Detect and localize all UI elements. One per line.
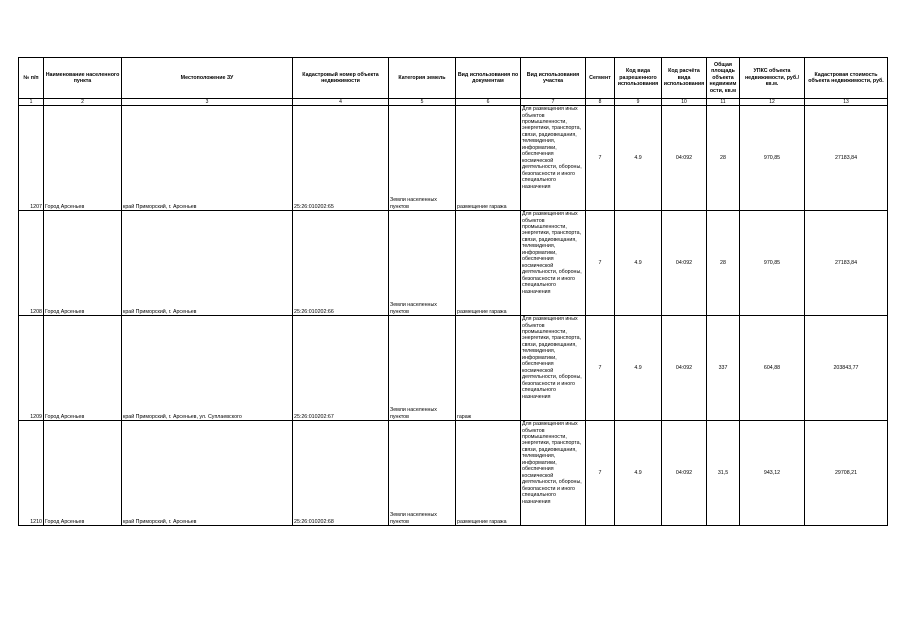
column-number: 5 [389, 99, 456, 106]
header-calc-code: Код расчёта вида использования [662, 58, 707, 99]
header-permitted-use-code: Код вида разрешенного использования [615, 58, 662, 99]
header-area: Общая площадь объекта недвижим ости, кв.м [707, 58, 740, 99]
column-number: 3 [122, 99, 293, 106]
plot-use-cell: Для размещения иных объектов промышленности, энергетики, транспорта, связи, радиовещания, телевидения, информатики, обеспечения космической деятельности, обороны, безопасности и иного специального назначения [521, 421, 586, 526]
cadastral-value-cell: 29708,21 [805, 421, 888, 526]
area-cell: 337 [707, 316, 740, 421]
area-cell: 28 [707, 211, 740, 316]
table-row [19, 316, 888, 421]
segment-cell: 7 [586, 211, 615, 316]
header-number: № п/п [19, 58, 44, 99]
land-category-cell: Земли населенных пунктов [389, 316, 456, 421]
column-number: 2 [44, 99, 122, 106]
permitted-use-code-cell: 4.9 [615, 316, 662, 421]
location-cell: край Приморский, г. Арсеньев [122, 106, 293, 211]
calc-code-cell: 04:092 [662, 421, 707, 526]
plot-use-cell: Для размещения иных объектов промышленности, энергетики, транспорта, связи, радиовещания, телевидения, информатики, обеспечения космической деятельности, обороны, безопасности и иного специального назначения [521, 211, 586, 316]
table-row [19, 421, 888, 526]
plot-use-cell: Для размещения иных объектов промышленности, энергетики, транспорта, связи, радиовещания, телевидения, информатики, обеспечения космической деятельности, обороны, безопасности и иного специального назначения [521, 316, 586, 421]
land-category-cell: Земли населенных пунктов [389, 211, 456, 316]
cadastral-number-cell: 25:26:010202:65 [293, 106, 389, 211]
permitted-use-code-cell: 4.9 [615, 211, 662, 316]
column-number-row [19, 99, 888, 106]
row-number: 1210 [19, 421, 44, 526]
row-number: 1207 [19, 106, 44, 211]
settlement-cell: Город Арсеньев [44, 211, 122, 316]
cadastral-value-cell: 27183,84 [805, 106, 888, 211]
doc-use-cell: размещение гаража [456, 421, 521, 526]
header-doc-use: Вид использования по документам [456, 58, 521, 99]
area-cell: 28 [707, 106, 740, 211]
row-number: 1208 [19, 211, 44, 316]
location-cell: край Приморский, г. Арсеньев [122, 211, 293, 316]
header-cadastral-number: Кадастровый номер объекта недвижимости [293, 58, 389, 99]
permitted-use-code-cell: 4.9 [615, 421, 662, 526]
settlement-cell: Город Арсеньев [44, 106, 122, 211]
cadastral-number-cell: 25:26:010202:68 [293, 421, 389, 526]
cadastral-number-cell: 25:26:010202:67 [293, 316, 389, 421]
column-number: 13 [805, 99, 888, 106]
table-row [19, 106, 888, 211]
land-category-cell: Земли населенных пунктов [389, 421, 456, 526]
column-number: 7 [521, 99, 586, 106]
plot-use-cell: Для размещения иных объектов промышленности, энергетики, транспорта, связи, радиовещания, телевидения, информатики, обеспечения космической деятельности, обороны, безопасности и иного специального назначения [521, 106, 586, 211]
permitted-use-code-cell: 4.9 [615, 106, 662, 211]
settlement-cell: Город Арсеньев [44, 316, 122, 421]
row-number: 1209 [19, 316, 44, 421]
column-number: 8 [586, 99, 615, 106]
header-settlement: Наименование населенного пункта [44, 58, 122, 99]
header-land-category: Категория земель [389, 58, 456, 99]
calc-code-cell: 04:092 [662, 106, 707, 211]
column-number: 4 [293, 99, 389, 106]
column-number: 9 [615, 99, 662, 106]
segment-cell: 7 [586, 106, 615, 211]
header-upks: УПКС объекта недвижимости, руб./кв.м. [740, 58, 805, 99]
upks-cell: 604,88 [740, 316, 805, 421]
location-cell: край Приморский, г. Арсеньев, ул. Суплаевского [122, 316, 293, 421]
header-plot-use: Вид использования участка [521, 58, 586, 99]
upks-cell: 943,12 [740, 421, 805, 526]
column-number: 10 [662, 99, 707, 106]
calc-code-cell: 04:092 [662, 211, 707, 316]
header-location: Местоположение ЗУ [122, 58, 293, 99]
cadastral-table [18, 57, 888, 526]
upks-cell: 970,85 [740, 106, 805, 211]
doc-use-cell: гараж [456, 316, 521, 421]
cadastral-number-cell: 25:26:010202:66 [293, 211, 389, 316]
table-row [19, 211, 888, 316]
doc-use-cell: размещение гаража [456, 106, 521, 211]
area-cell: 31,5 [707, 421, 740, 526]
column-number: 1 [19, 99, 44, 106]
header-cadastral-value: Кадастровая стоимость объекта недвижимости, руб. [805, 58, 888, 99]
segment-cell: 7 [586, 316, 615, 421]
header-segment: Сегмент [586, 58, 615, 99]
settlement-cell: Город Арсеньев [44, 421, 122, 526]
column-number: 11 [707, 99, 740, 106]
calc-code-cell: 04:092 [662, 316, 707, 421]
segment-cell: 7 [586, 421, 615, 526]
upks-cell: 970,85 [740, 211, 805, 316]
column-number: 6 [456, 99, 521, 106]
land-category-cell: Земли населенных пунктов [389, 106, 456, 211]
column-number: 12 [740, 99, 805, 106]
cadastral-value-cell: 203843,77 [805, 316, 888, 421]
doc-use-cell: размещение гаража [456, 211, 521, 316]
header-row [19, 58, 888, 99]
location-cell: край Приморский, г. Арсеньев [122, 421, 293, 526]
cadastral-value-cell: 27183,84 [805, 211, 888, 316]
